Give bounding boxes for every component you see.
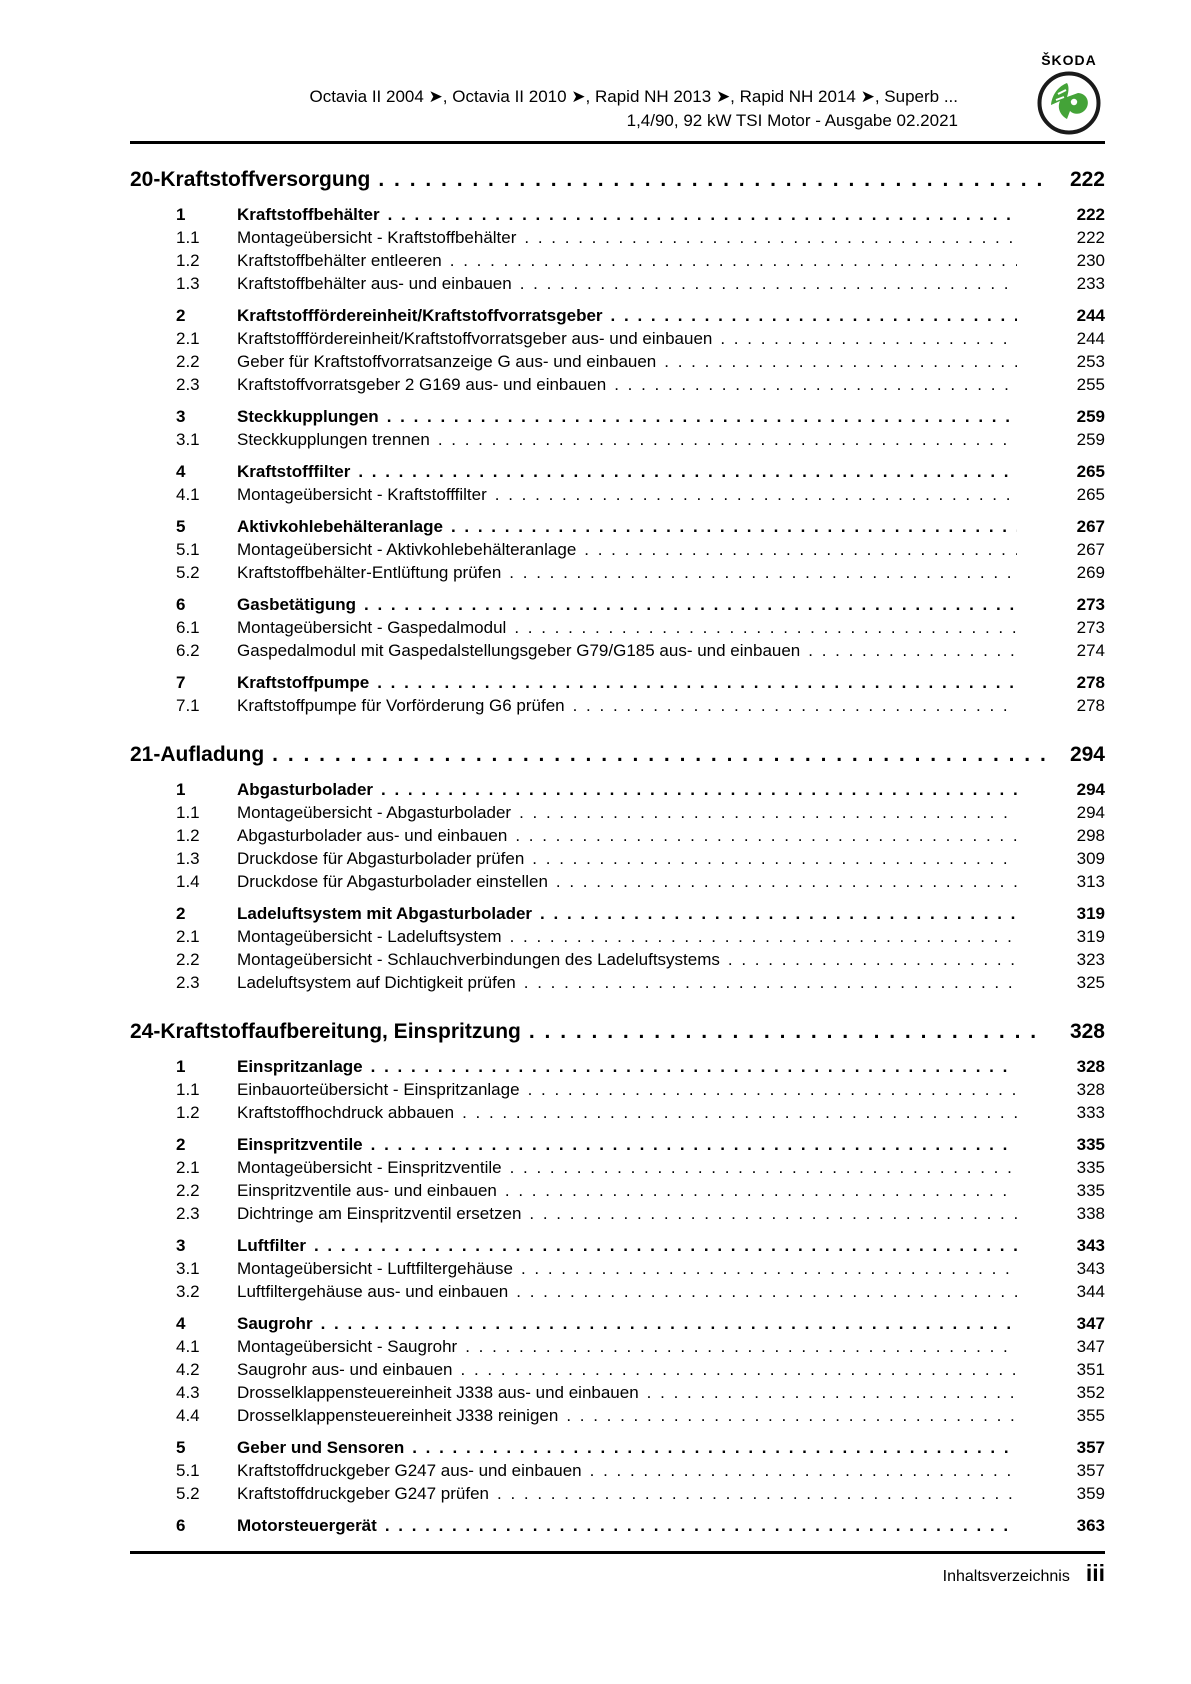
entry-title: Kraftstoffbehälter aus- und einbauen (237, 274, 512, 293)
entry-title: Kraftstoffpumpe (237, 673, 370, 692)
toc-entry (176, 1436, 1105, 1459)
entry-number: 4.1 (176, 485, 200, 504)
entry-number: 5 (176, 517, 186, 536)
entry-number: 7 (176, 673, 186, 692)
entry-title: Montageübersicht - Ladeluftsystem (237, 927, 502, 946)
toc-entry (176, 971, 1105, 994)
dot-leader (321, 1312, 1017, 1335)
toc-chapter-heading (130, 166, 1105, 194)
chapter-page-number: 328 (1069, 1020, 1105, 1043)
entry-page-number: 255 (1076, 375, 1105, 394)
entry-page-number: 357 (1076, 1438, 1105, 1457)
entry-page-number: 343 (1076, 1236, 1105, 1255)
entry-number: 3.1 (176, 1259, 200, 1278)
toc-entry (176, 870, 1105, 893)
toc-entry (176, 1234, 1105, 1257)
entry-page-number: 313 (1076, 872, 1105, 891)
toc-entry (176, 616, 1105, 639)
header-text-block (309, 85, 958, 133)
dot-leader (520, 272, 1017, 295)
toc-entry (176, 1156, 1105, 1179)
chapter-page-number: 222 (1069, 168, 1105, 191)
entry-title: Einspritzanlage (237, 1057, 363, 1076)
dot-leader (647, 1381, 1017, 1404)
toc-entry (176, 350, 1105, 373)
entry-title: Steckkupplungen (237, 407, 379, 426)
toc-chapter (130, 741, 1105, 994)
toc-entry (176, 561, 1105, 584)
skoda-wordmark: ŠKODA (1041, 52, 1097, 68)
dot-leader (515, 824, 1017, 847)
entry-title: Kraftstoffbehälter-Entlüftung prüfen (237, 563, 502, 582)
toc-entry (176, 847, 1105, 870)
toc-entry (176, 515, 1105, 538)
entry-page-number: 343 (1076, 1259, 1105, 1278)
entry-title: Gasbetätigung (237, 595, 357, 614)
entry-page-number: 328 (1076, 1080, 1105, 1099)
dot-leader (510, 1156, 1017, 1179)
dot-leader (611, 304, 1017, 327)
toc-entry (176, 405, 1105, 428)
footer-page-number: iii (1085, 1560, 1105, 1586)
dot-leader (566, 1404, 1017, 1427)
toc-entry (176, 1459, 1105, 1482)
entry-title: Montageübersicht - Kraftstofffilter (237, 485, 487, 504)
entry-number: 2.1 (176, 329, 200, 348)
entry-page-number: 244 (1076, 306, 1105, 325)
entry-number: 4.4 (176, 1406, 200, 1425)
entry-page-number: 335 (1076, 1135, 1105, 1154)
chapter-number: 21 (130, 743, 154, 766)
toc-chapter-heading (130, 1018, 1105, 1046)
dot-leader (516, 1280, 1017, 1303)
entry-title: Gaspedalmodul mit Gaspedalstellungsgeber G79/G185 aus- und einbauen (237, 641, 801, 660)
entry-page-number: 269 (1076, 563, 1105, 582)
dot-leader (461, 1358, 1018, 1381)
chapter-title: Kraftstoffaufbereitung, Einspritzung (160, 1020, 521, 1043)
entry-number: 2.2 (176, 352, 200, 371)
entry-number: 4.3 (176, 1383, 200, 1402)
chapter-entries (130, 203, 1105, 717)
entry-title: Kraftstofffördereinheit/Kraftstoffvorratsgeber aus- und einbauen (237, 329, 713, 348)
entry-number: 1 (176, 1057, 186, 1076)
toc-entry (176, 1514, 1105, 1537)
entry-title: Einbauorteübersicht - Einspritzanlage (237, 1080, 520, 1099)
entry-number: 7.1 (176, 696, 200, 715)
entry-number: 5.2 (176, 1484, 200, 1503)
entry-page-number: 357 (1076, 1461, 1105, 1480)
toc-entry (176, 249, 1105, 272)
entry-page-number: 222 (1076, 228, 1105, 247)
entry-page-number: 267 (1076, 517, 1105, 536)
entry-number: 5.2 (176, 563, 200, 582)
toc-entry (176, 304, 1105, 327)
entry-title: Abgasturbolader (237, 780, 374, 799)
toc-entry (176, 925, 1105, 948)
toc-entry (176, 373, 1105, 396)
dot-leader (664, 350, 1017, 373)
entry-page-number: 244 (1076, 329, 1105, 348)
chapter-title: Aufladung (160, 743, 265, 766)
entry-number: 5.1 (176, 540, 200, 559)
entry-title: Kraftstoffhochdruck abbauen (237, 1103, 455, 1122)
entry-page-number: 352 (1076, 1383, 1105, 1402)
dot-leader (497, 1482, 1017, 1505)
entry-page-number: 222 (1076, 205, 1105, 224)
toc-entry (176, 1335, 1105, 1358)
entry-number: 6.2 (176, 641, 200, 660)
toc-entry (176, 1202, 1105, 1225)
entry-number: 6 (176, 595, 186, 614)
entry-title: Montageübersicht - Kraftstoffbehälter (237, 228, 517, 247)
entry-page-number: 335 (1076, 1158, 1105, 1177)
entry-number: 2.3 (176, 973, 200, 992)
dot-leader (438, 428, 1017, 451)
entry-number: 1.1 (176, 1080, 200, 1099)
dot-leader (371, 1133, 1017, 1156)
entry-page-number: 333 (1076, 1103, 1105, 1122)
entry-page-number: 294 (1076, 780, 1105, 799)
entry-title: Montageübersicht - Luftfiltergehäuse (237, 1259, 513, 1278)
entry-title: Abgasturbolader aus- und einbauen (237, 826, 508, 845)
page-footer (130, 1560, 1105, 1587)
dot-leader (505, 1179, 1017, 1202)
entry-number: 6.1 (176, 618, 200, 637)
entry-title: Dichtringe am Einspritzventil ersetzen (237, 1204, 522, 1223)
entry-page-number: 351 (1076, 1360, 1105, 1379)
entry-title: Ladeluftsystem auf Dichtigkeit prüfen (237, 973, 516, 992)
toc-entry (176, 428, 1105, 451)
footer-divider (130, 1551, 1105, 1554)
toc-entry (176, 1482, 1105, 1505)
toc-entry (176, 272, 1105, 295)
entry-number: 5 (176, 1438, 186, 1457)
dot-leader (728, 948, 1017, 971)
entry-title: Luftfiltergehäuse aus- und einbauen (237, 1282, 509, 1301)
entry-title: Kraftstoffpumpe für Vorförderung G6 prüfen (237, 696, 565, 715)
entry-page-number: 274 (1076, 641, 1105, 660)
toc-entry (176, 1078, 1105, 1101)
entry-number: 2.2 (176, 950, 200, 969)
entry-page-number: 273 (1076, 618, 1105, 637)
entry-title: Kraftstoffvorratsgeber 2 G169 aus- und einbauen (237, 375, 607, 394)
header-engine-line: 1,4/90, 92 kW TSI Motor - Ausgabe 02.2021 (626, 111, 958, 130)
toc-entry (176, 948, 1105, 971)
dot-leader (540, 902, 1017, 925)
dot-leader (529, 1018, 1045, 1046)
entry-page-number: 319 (1076, 904, 1105, 923)
entry-page-number: 298 (1076, 826, 1105, 845)
entry-number: 2.2 (176, 1181, 200, 1200)
toc-entry (176, 226, 1105, 249)
toc-entry (176, 460, 1105, 483)
dot-leader (529, 1202, 1017, 1225)
dot-leader (532, 847, 1017, 870)
dot-leader (465, 1335, 1017, 1358)
dot-leader (514, 616, 1017, 639)
dot-leader (556, 870, 1017, 893)
entry-number: 1.3 (176, 849, 200, 868)
toc-entry (176, 671, 1105, 694)
entry-page-number: 278 (1076, 673, 1105, 692)
dot-leader (519, 801, 1017, 824)
entry-page-number: 328 (1076, 1057, 1105, 1076)
entry-title: Saugrohr aus- und einbauen (237, 1360, 453, 1379)
entry-page-number: 278 (1076, 696, 1105, 715)
entry-page-number: 338 (1076, 1204, 1105, 1223)
dot-leader (358, 460, 1017, 483)
toc-entry (176, 1257, 1105, 1280)
toc-entry (176, 1381, 1105, 1404)
toc-chapter-heading (130, 741, 1105, 769)
entry-title: Kraftstoffbehälter entleeren (237, 251, 442, 270)
entry-number: 4.2 (176, 1360, 200, 1379)
entry-number: 1.2 (176, 1103, 200, 1122)
entry-title: Luftfilter (237, 1236, 306, 1255)
toc-entry (176, 1133, 1105, 1156)
dot-leader (614, 373, 1017, 396)
dot-leader (524, 971, 1017, 994)
entry-title: Montageübersicht - Aktivkohlebehälteranlage (237, 540, 577, 559)
toc-entry (176, 203, 1105, 226)
dot-leader (462, 1101, 1017, 1124)
entry-title: Steckkupplungen trennen (237, 430, 430, 449)
dot-leader (387, 405, 1017, 428)
toc-entry (176, 902, 1105, 925)
dot-leader (495, 483, 1017, 506)
dot-leader (364, 593, 1017, 616)
chapter-entries (130, 778, 1105, 994)
entry-title: Drosselklappensteuereinheit J338 reinigen (237, 1406, 559, 1425)
entry-title: Einspritzventile (237, 1135, 363, 1154)
entry-title: Montageübersicht - Abgasturbolader (237, 803, 512, 822)
entry-number: 3 (176, 1236, 186, 1255)
toc-entry (176, 1358, 1105, 1381)
dot-leader (412, 1436, 1017, 1459)
dot-leader (381, 778, 1017, 801)
entry-number: 2 (176, 904, 186, 923)
entry-page-number: 355 (1076, 1406, 1105, 1425)
entry-title: Kraftstoffdruckgeber G247 prüfen (237, 1484, 490, 1503)
toc-entry (176, 639, 1105, 662)
entry-number: 1.4 (176, 872, 200, 891)
dot-leader (521, 1257, 1017, 1280)
dot-leader (385, 1514, 1017, 1537)
entry-page-number: 344 (1076, 1282, 1105, 1301)
entry-number: 6 (176, 1516, 186, 1535)
entry-number: 1.2 (176, 251, 200, 270)
dot-leader (808, 639, 1017, 662)
chapter-entries (130, 1055, 1105, 1537)
entry-title: Geber für Kraftstoffvorratsanzeige G aus- und einbauen (237, 352, 657, 371)
toc-entry (176, 593, 1105, 616)
chapter-number: 24 (130, 1020, 154, 1043)
dot-leader (720, 327, 1017, 350)
dot-leader (388, 203, 1017, 226)
chapter-number: 20 (130, 168, 154, 191)
dot-leader (590, 1459, 1017, 1482)
entry-title: Motorsteuergerät (237, 1516, 377, 1535)
entry-page-number: 363 (1076, 1516, 1105, 1535)
toc-entry (176, 1404, 1105, 1427)
entry-title: Druckdose für Abgasturbolader einstellen (237, 872, 548, 891)
entry-number: 2.1 (176, 927, 200, 946)
entry-title: Drosselklappensteuereinheit J338 aus- und einbauen (237, 1383, 639, 1402)
page-header (0, 0, 1191, 141)
entry-number: 1 (176, 780, 186, 799)
entry-page-number: 230 (1076, 251, 1105, 270)
dot-leader (377, 671, 1017, 694)
toc-entry (176, 1280, 1105, 1303)
entry-page-number: 335 (1076, 1181, 1105, 1200)
toc-entry (176, 824, 1105, 847)
toc-chapter (130, 166, 1105, 717)
chapter-page-number: 294 (1069, 743, 1105, 766)
entry-number: 1 (176, 205, 186, 224)
entry-title: Geber und Sensoren (237, 1438, 405, 1457)
chapter-separator: - (153, 1020, 161, 1043)
skoda-brand (1033, 52, 1105, 136)
toc-entry (176, 801, 1105, 824)
entry-number: 3 (176, 407, 186, 426)
chapter-title: Kraftstoffversorgung (160, 168, 371, 191)
toc-chapter (130, 1018, 1105, 1537)
toc-entry (176, 1179, 1105, 1202)
entry-page-number: 325 (1076, 973, 1105, 992)
entry-number: 3.2 (176, 1282, 200, 1301)
entry-page-number: 265 (1076, 485, 1105, 504)
dot-leader (524, 226, 1017, 249)
entry-number: 4 (176, 462, 186, 481)
entry-title: Ladeluftsystem mit Abgasturbolader (237, 904, 533, 923)
dot-leader (509, 561, 1017, 584)
entry-page-number: 347 (1076, 1337, 1105, 1356)
dot-leader (450, 249, 1017, 272)
dot-leader (378, 166, 1045, 194)
toc-entry (176, 694, 1105, 717)
entry-title: Einspritzventile aus- und einbauen (237, 1181, 497, 1200)
entry-title: Montageübersicht - Schlauchverbindungen des Ladeluftsystems (237, 950, 720, 969)
entry-title: Aktivkohlebehälteranlage (237, 517, 443, 536)
dot-leader (528, 1078, 1017, 1101)
entry-title: Kraftstoffbehälter (237, 205, 380, 224)
entry-page-number: 265 (1076, 462, 1105, 481)
toc-entry (176, 327, 1105, 350)
dot-leader (451, 515, 1017, 538)
entry-page-number: 309 (1076, 849, 1105, 868)
entry-page-number: 359 (1076, 1484, 1105, 1503)
entry-title: Druckdose für Abgasturbolader prüfen (237, 849, 525, 868)
entry-number: 1.2 (176, 826, 200, 845)
entry-number: 2.1 (176, 1158, 200, 1177)
toc-entry (176, 1101, 1105, 1124)
entry-page-number: 347 (1076, 1314, 1105, 1333)
entry-page-number: 323 (1076, 950, 1105, 969)
entry-page-number: 253 (1076, 352, 1105, 371)
footer-label: Inhaltsverzeichnis (942, 1568, 1070, 1585)
chapter-separator: - (153, 168, 161, 191)
toc-entry (176, 538, 1105, 561)
entry-page-number: 294 (1076, 803, 1105, 822)
toc-entry (176, 1055, 1105, 1078)
entry-page-number: 267 (1076, 540, 1105, 559)
entry-number: 4.1 (176, 1337, 200, 1356)
toc-entry (176, 778, 1105, 801)
entry-title: Montageübersicht - Saugrohr (237, 1337, 458, 1356)
entry-number: 1.3 (176, 274, 200, 293)
entry-number: 1.1 (176, 803, 200, 822)
entry-page-number: 273 (1076, 595, 1105, 614)
entry-title: Saugrohr (237, 1314, 313, 1333)
entry-page-number: 233 (1076, 274, 1105, 293)
entry-title: Montageübersicht - Gaspedalmodul (237, 618, 507, 637)
entry-number: 2.3 (176, 1204, 200, 1223)
toc-entry (176, 483, 1105, 506)
skoda-logo-icon (1036, 70, 1102, 136)
entry-page-number: 259 (1076, 407, 1105, 426)
entry-number: 5.1 (176, 1461, 200, 1480)
chapter-separator: - (153, 743, 161, 766)
entry-number: 1.1 (176, 228, 200, 247)
entry-title: Kraftstofffördereinheit/Kraftstoffvorratsgeber (237, 306, 603, 325)
entry-number: 2.3 (176, 375, 200, 394)
entry-page-number: 259 (1076, 430, 1105, 449)
entry-title: Kraftstofffilter (237, 462, 351, 481)
dot-leader (314, 1234, 1017, 1257)
dot-leader (510, 925, 1017, 948)
dot-leader (584, 538, 1017, 561)
dot-leader (272, 741, 1045, 769)
dot-leader (573, 694, 1017, 717)
entry-title: Montageübersicht - Einspritzventile (237, 1158, 502, 1177)
entry-number: 4 (176, 1314, 186, 1333)
entry-number: 2 (176, 1135, 186, 1154)
entry-page-number: 319 (1076, 927, 1105, 946)
entry-number: 2 (176, 306, 186, 325)
entry-number: 3.1 (176, 430, 200, 449)
table-of-contents (0, 144, 1191, 1537)
header-models-line: Octavia II 2004 ➤, Octavia II 2010 ➤, Rapid NH 2013 ➤, Rapid NH 2014 ➤, Superb ... (309, 87, 958, 106)
dot-leader (371, 1055, 1017, 1078)
entry-title: Kraftstoffdruckgeber G247 aus- und einbauen (237, 1461, 582, 1480)
toc-entry (176, 1312, 1105, 1335)
